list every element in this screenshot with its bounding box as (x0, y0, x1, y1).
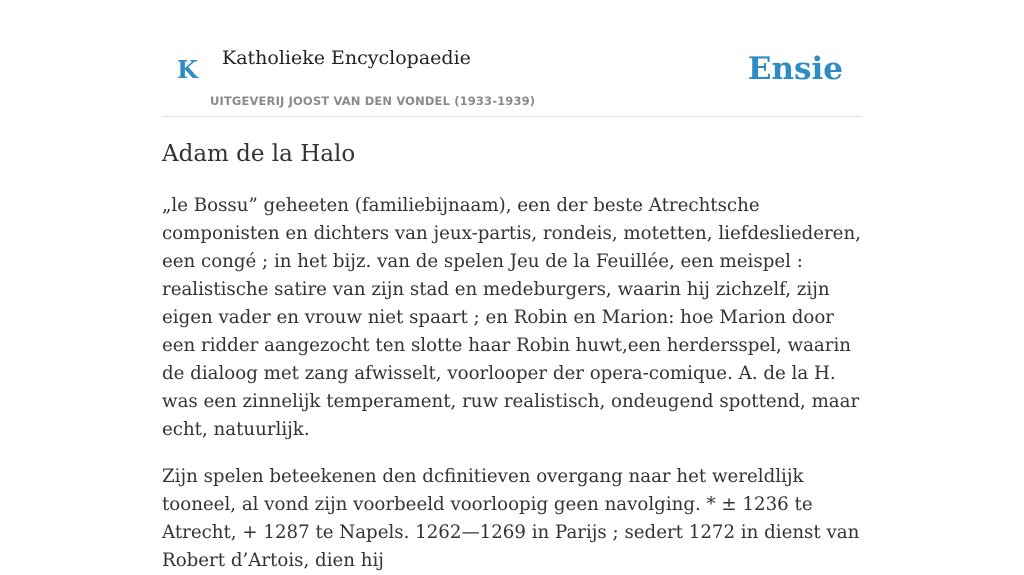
site-title: Katholieke Encyclopaedie (222, 47, 471, 69)
article-paragraph: „le Bossu” geheeten (familiebijnaam), een der beste Atrechtsche componisten en dichters van jeux-partis, rondeis, motetten, liefdesliederen, een congé ; in het bijz. van de spelen Jeu de la Feuillée, een meispel : realistische satire van zijn stad en medeburgers, waarin hij zichzelf, zijn eigen vader en vrouw niet spaart ; en Robin en Marion: hoe Marion door een ridder aangezocht ten slotte haar Robin huwt,een herdersspel, waarin de dialoog met zang afwisselt, voorlooper der opera-comique. A. de la H. was een zinnelijk temperament, ruw realistisch, ondeugend spottend, maar echt, natuurlijk. (162, 195, 861, 440)
article-paragraph: Zijn spelen beteekenen den dcfinitieven overgang naar het wereldlijk tooneel, al vond zijn voorbeeld voorloopig geen navolging. * ± 1236 te Atrecht, + 1287 te Napels. 1262—1269 in Parijs ; sedert 1272 in dienst van Robert d’Artois, dien hij (162, 466, 860, 571)
article-body (162, 192, 862, 575)
ensie-brand-logo[interactable]: Ensie (747, 51, 843, 87)
encyclopedia-logo[interactable]: K (177, 55, 198, 84)
site-header (162, 0, 862, 117)
article-title: Adam de la Halo (162, 141, 356, 167)
site-subtitle: UITGEVERIJ JOOST VAN DEN VONDEL (1933-1939) (210, 94, 536, 108)
article (162, 138, 862, 575)
